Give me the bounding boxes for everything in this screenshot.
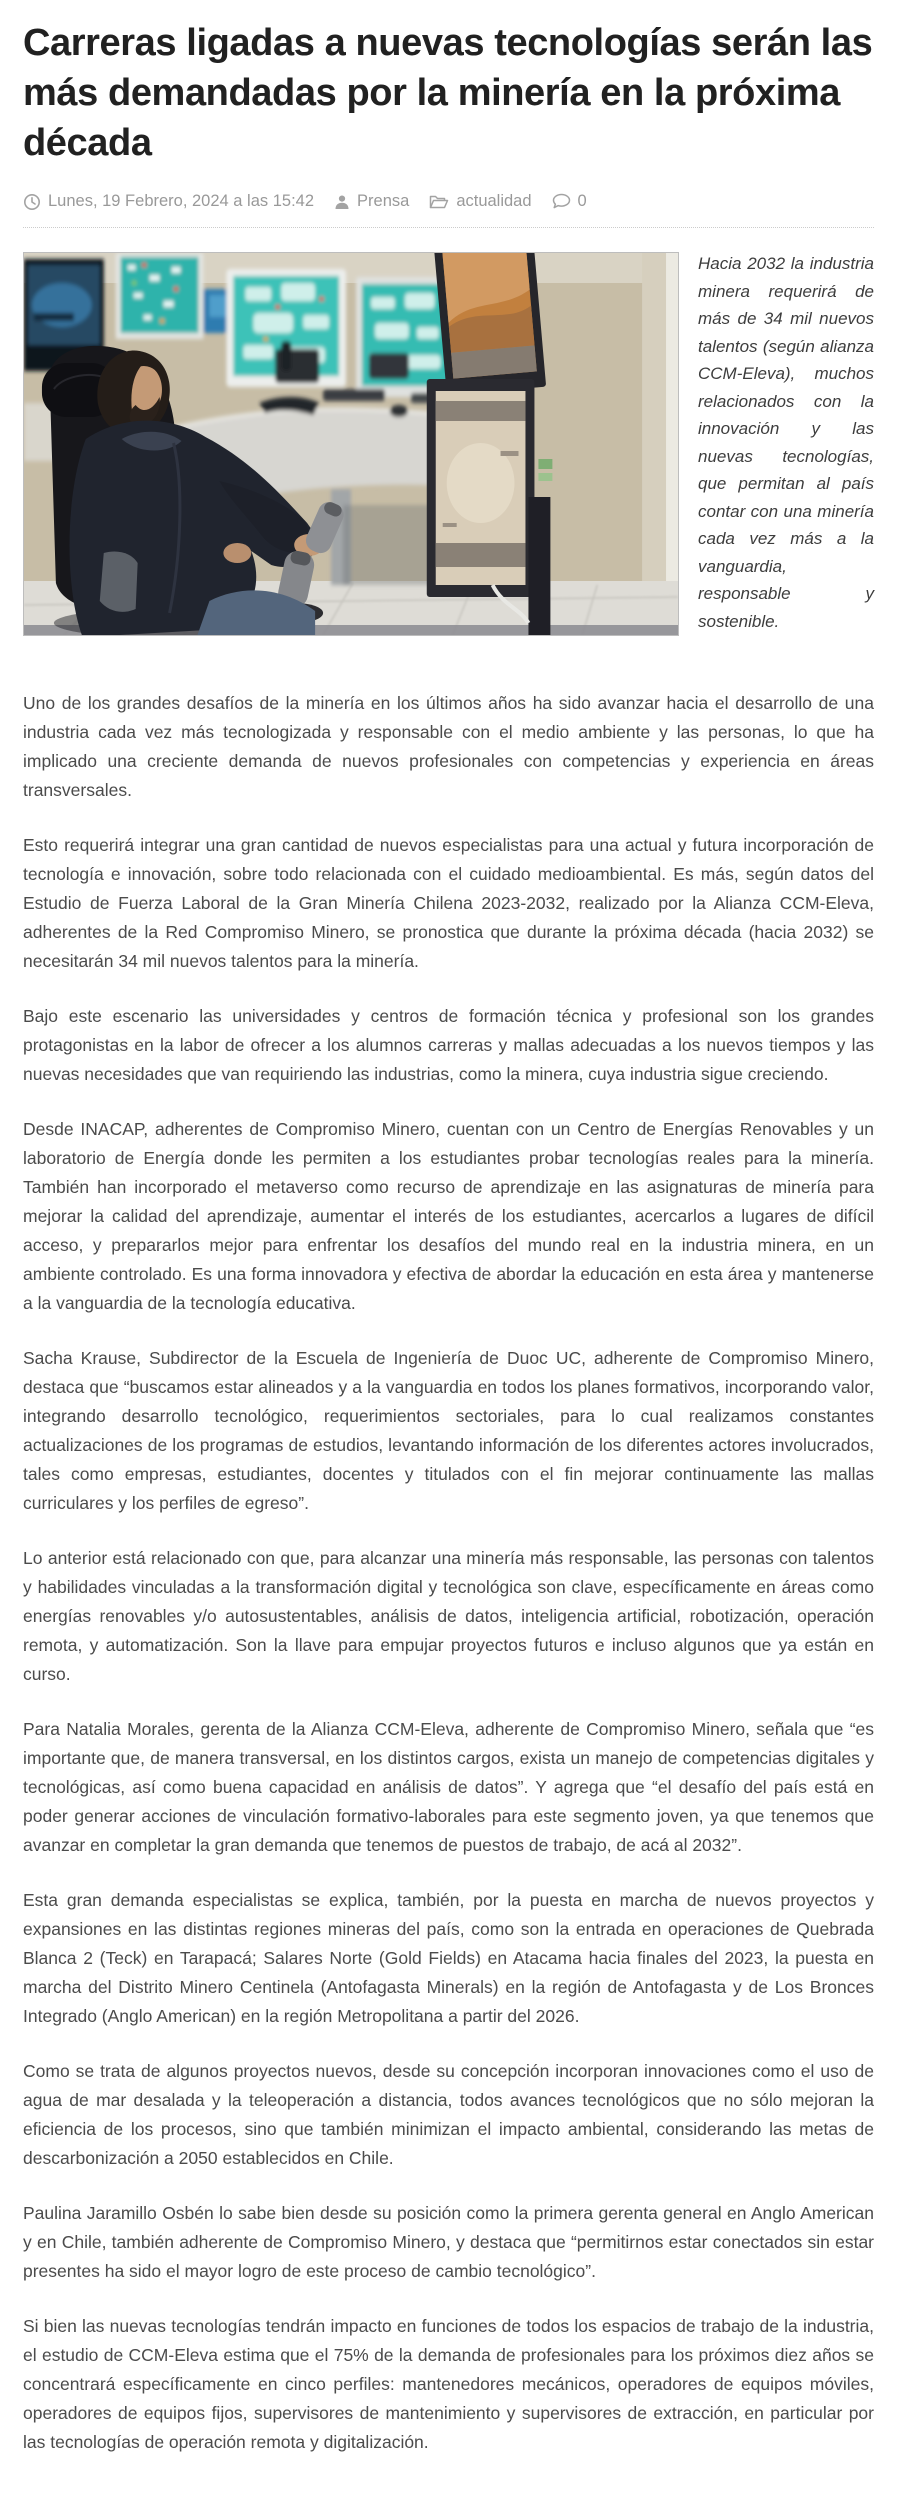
- article-paragraph: Para Natalia Morales, gerenta de la Alianza CCM-Eleva, adherente de Compromiso Minero, señala que “es importante que, de manera transversal, en los distintos cargos, exista un manejo de competencias digitales y tecnológicas, así como buena capacidad en análisis de datos”. Y agrega que “el desafío del país está en poder generar acciones de vinculación formativo-laborales para este segmento joven, ya que tenemos que avanzar en completar la gran demanda que tenemos de puestos de trabajo, de acá al 2032”.: [23, 1719, 874, 1855]
- comments-icon: [552, 193, 571, 210]
- meta-author-label: Prensa: [357, 192, 410, 210]
- article-paragraph: Lo anterior está relacionado con que, para alcanzar una minería más responsable, las personas con talentos y habilidades vinculadas a la transformación digital y tecnológica son clave, específicamente en áreas como energías renovables y/o autosustentables, análisis de datos, inteligencia artificial, robotización, operación remota, y automatización. Son la llave para empujar proyectos futuros e incluso algunos que ya están en curso.: [23, 1548, 874, 1684]
- lead-paragraph: Hacia 2032 la industria minera requerirá de más de 34 mil nuevos talentos (según alianza CCM-Eleva), muchos relacionados con la innovación y las nuevas tecnologías, que permitan al país contar con una minería cada vez más a la vanguardia, responsable y sostenible.: [698, 254, 874, 631]
- meta-author[interactable]: [334, 192, 409, 211]
- article-paragraph: Esta gran demanda especialistas se explica, también, por la puesta en marcha de nuevos proyectos y expansiones en las distintas regiones mineras del país, como son la entrada en operaciones de Quebrada Blanca 2 (Teck) en Tarapacá; Salares Norte (Gold Fields) en Atacama hacia finales del 2023, la puesta en marcha del Distrito Minero Centinela (Antofagasta Minerals) en la región de Antofagasta y de Los Bronces Integrado (Anglo American) en la región Metropolitana a partir del 2026.: [23, 1890, 874, 2026]
- article-paragraph: Paulina Jaramillo Osbén lo sabe bien desde su posición como la primera gerenta general en Anglo American y en Chile, también adherente de Compromiso Minero, y destaca que “permitirnos estar conectados sin estar presentes ha sido el mayor logro de este proceso de cambio tecnológico”.: [23, 2203, 874, 2281]
- article-paragraph: Si bien las nuevas tecnologías tendrán impacto en funciones de todos los espacios de trabajo de la industria, el estudio de CCM-Eleva estima que el 75% de la demanda de profesionales para los próximos diez años se concentrará específicamente en cinco perfiles: mantenedores mecánicos, operadores de equipos móviles, operadores de equipos fijos, supervisores de mantenimiento y supervisores de extracción, en particular por las tecnologías de operación remota y digitalización.: [23, 2316, 874, 2452]
- article-paragraph: Bajo este escenario las universidades y centros de formación técnica y profesional son los grandes protagonistas en la labor de ofrecer a los alumnos carreras y mallas adecuadas a los nuevos tiempos y las nuevas necesidades que van requiriendo las industrias, como la minera, cuya industria sigue creciendo.: [23, 1006, 874, 1084]
- article-paragraph: Esto requerirá integrar una gran cantidad de nuevos especialistas para una actual y futura incorporación de tecnología e innovación, sobre todo relacionada con el cuidado medioambiental. Es más, según datos del Estudio de Fuerza Laboral de la Gran Minería Chilena 2023-2032, realizado por la Alianza CCM-Eleva, adherentes de la Red Compromiso Minero, se pronostica que durante la próxima década (hacia 2032) se necesitarán 34 mil nuevos talentos para la minería.: [23, 835, 874, 971]
- clock-icon: [23, 193, 41, 211]
- meta-comments-count: 0: [577, 192, 587, 210]
- article-photo: [23, 252, 679, 636]
- control-room-photo-illustration: [24, 253, 678, 635]
- article-paragraph: Como se trata de algunos proyectos nuevos, desde su concepción incorporan innovaciones como el uso de agua de mar desalada y la teleoperación a distancia, todos avances tecnológicos que no sólo mejoran la eficiencia de los procesos, sino que también minimizan el impacto ambiental, considerando las metas de descarbonización a 2050 establecidos en Chile.: [23, 2061, 874, 2168]
- user-icon: [334, 194, 350, 210]
- article-title: Carreras ligadas a nuevas tecnologías serán las más demandadas por la minería en la próxima década: [23, 22, 873, 164]
- meta-date: [23, 192, 314, 211]
- article-meta: [23, 188, 874, 228]
- meta-category-label: actualidad: [456, 192, 532, 210]
- article-body: [23, 663, 874, 2457]
- article-paragraph: Uno de los grandes desafíos de la minería en los últimos años ha sido avanzar hacia el desarrollo de una industria cada vez más tecnologizada y responsable con el medio ambiente y las personas, lo que ha implicado una creciente demanda de nuevos profesionales con competencias y experiencia en áreas transversales.: [23, 693, 874, 800]
- folder-icon: [429, 194, 449, 210]
- meta-date-label: Lunes, 19 Febrero, 2024 a las 15:42: [48, 192, 315, 210]
- article-paragraph: Desde INACAP, adherentes de Compromiso Minero, cuentan con un Centro de Energías Renovables y un laboratorio de Energía donde les permiten a los estudiantes probar tecnologías reales para la minería. También han incorporado el metaverso como recurso de aprendizaje en las asignaturas de minería para mejorar la calidad del aprendizaje, aumentar el interés de los estudiantes, acercarlos a lugares de difícil acceso, y prepararlos mejor para enfrentar los desafíos del mundo real en la industria minera, en un ambiente controlado. Es una forma innovadora y efectiva de abordar la educación en esta área y mantenerse a la vanguardia de la tecnología educativa.: [23, 1119, 874, 1313]
- article-paragraph: Sacha Krause, Subdirector de la Escuela de Ingeniería de Duoc UC, adherente de Compromiso Minero, destaca que “buscamos estar alineados y a la vanguardia en todos los planes formativos, incorporando valor, integrando desarrollo tecnológico, requerimientos sectoriales, para lo cual realizamos constantes actualizaciones de los programas de estudios, levantando información de los diferentes actores involucrados, tales como empresas, estudiantes, docentes y titulados con el fin mejorar continuamente las mallas curriculares y los perfiles de egreso”.: [23, 1348, 874, 1513]
- meta-category[interactable]: [429, 192, 531, 211]
- meta-comments[interactable]: [552, 192, 587, 211]
